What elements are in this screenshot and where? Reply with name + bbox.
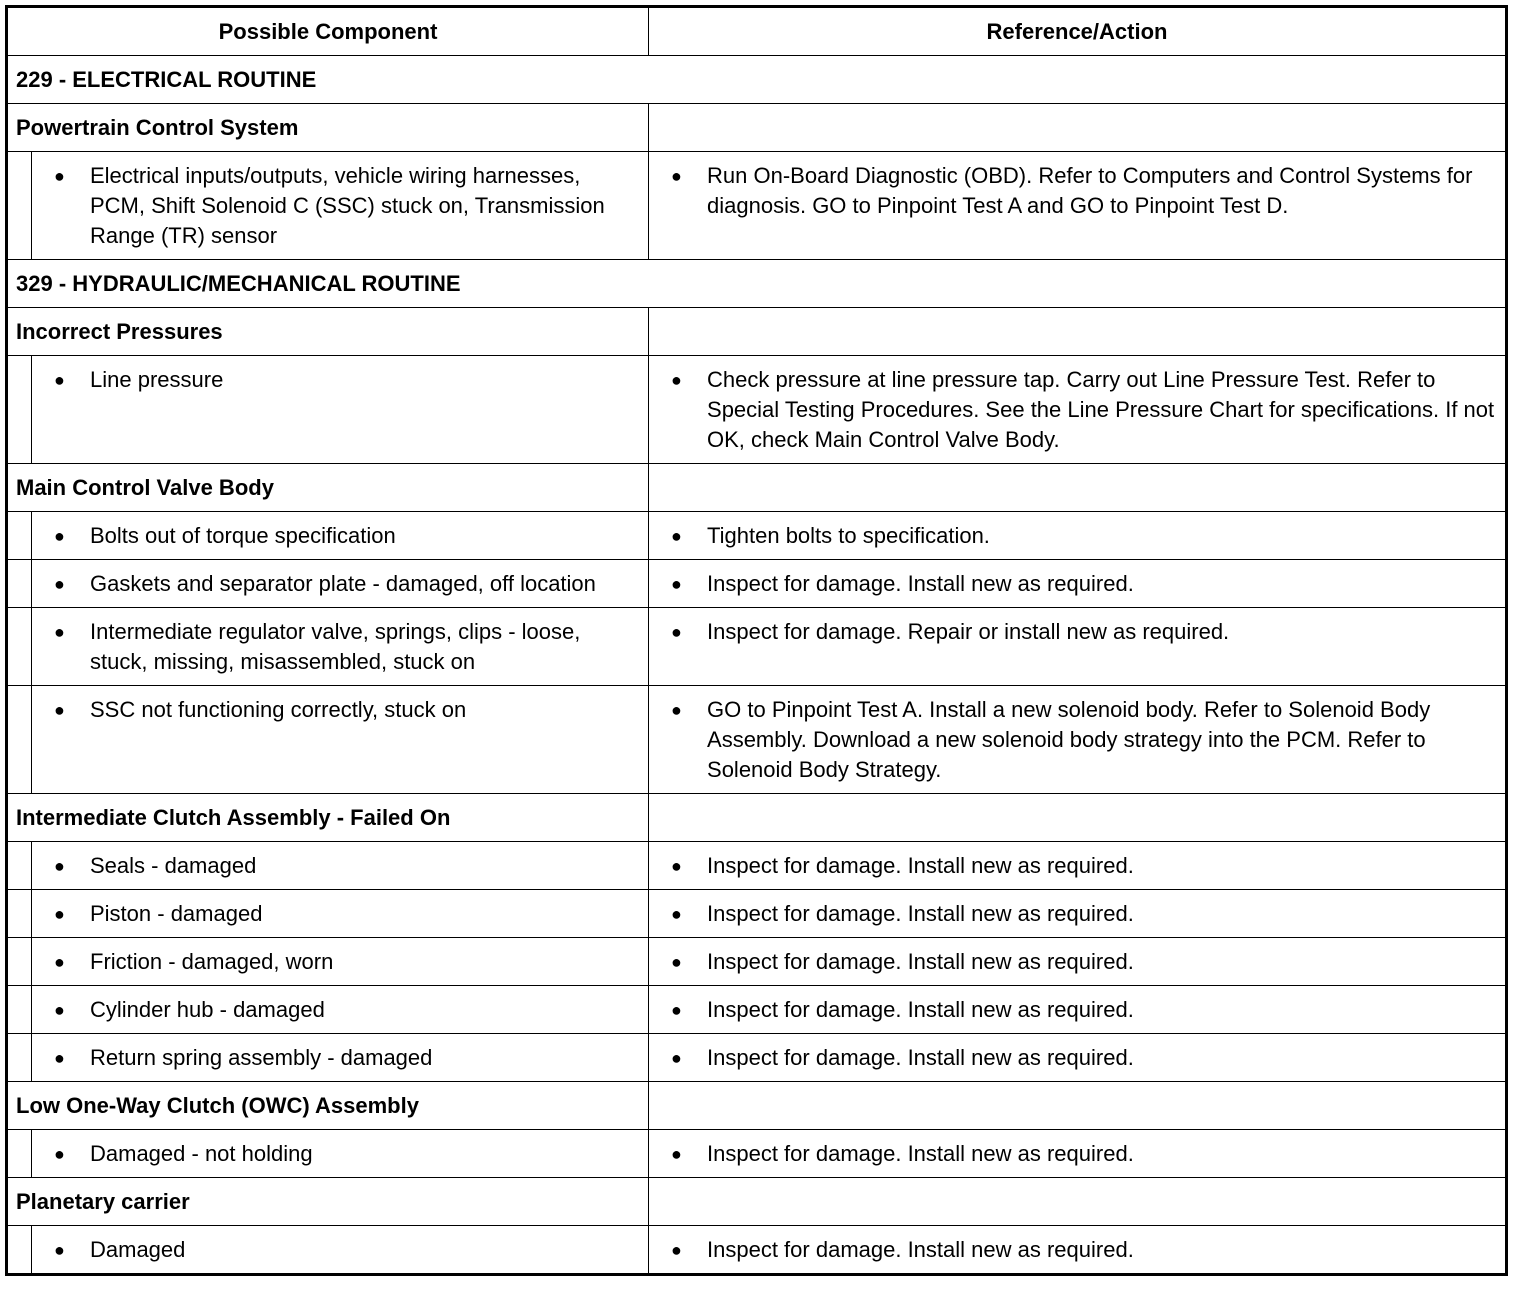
action-cell — [649, 686, 1507, 794]
table-row — [7, 608, 1507, 686]
bullet-icon: ● — [54, 574, 65, 594]
indent-cell — [7, 986, 32, 1034]
section-row — [7, 260, 1507, 308]
indent-cell — [7, 842, 32, 890]
action-text: Inspect for damage. Install new as required. — [707, 1237, 1134, 1262]
bullet-icon: ● — [671, 700, 682, 720]
bullet-icon: ● — [671, 1240, 682, 1260]
component-text: Damaged — [90, 1237, 186, 1262]
action-text: Inspect for damage. Install new as required. — [707, 853, 1134, 878]
bullet-icon: ● — [54, 370, 65, 390]
component-cell — [32, 938, 649, 986]
action-cell — [649, 356, 1507, 464]
group-title: Powertrain Control System — [7, 104, 649, 152]
component-text: Line pressure — [90, 367, 224, 392]
group-title: Intermediate Clutch Assembly - Failed On — [7, 794, 649, 842]
component-text: Damaged - not holding — [90, 1141, 313, 1166]
component-text: Bolts out of torque specification — [90, 523, 396, 548]
component-text: Electrical inputs/outputs, vehicle wiring harnesses, PCM, Shift Solenoid C (SSC) stuck on, Transmission Range (TR) sensor — [90, 163, 605, 248]
component-text: Intermediate regulator valve, springs, clips - loose, stuck, missing, misassembled, stuck on — [90, 619, 581, 674]
component-cell — [32, 1226, 649, 1275]
bullet-icon: ● — [54, 1144, 65, 1164]
component-text: Cylinder hub - damaged — [90, 997, 325, 1022]
bullet-icon: ● — [671, 370, 682, 390]
table-row — [7, 890, 1507, 938]
component-text: Piston - damaged — [90, 901, 263, 926]
indent-cell — [7, 1130, 32, 1178]
action-cell — [649, 608, 1507, 686]
action-text: Tighten bolts to specification. — [707, 523, 990, 548]
component-cell — [32, 686, 649, 794]
bullet-icon: ● — [671, 904, 682, 924]
component-text: SSC not functioning correctly, stuck on — [90, 697, 467, 722]
group-action-empty — [649, 1178, 1507, 1226]
component-cell — [32, 986, 649, 1034]
table-row — [7, 560, 1507, 608]
section-title: 329 - HYDRAULIC/MECHANICAL ROUTINE — [7, 260, 1507, 308]
bullet-icon: ● — [54, 904, 65, 924]
indent-cell — [7, 1226, 32, 1275]
bullet-icon: ● — [54, 1240, 65, 1260]
group-row — [7, 104, 1507, 152]
component-text: Seals - damaged — [90, 853, 257, 878]
component-cell — [32, 608, 649, 686]
table-row — [7, 152, 1507, 260]
bullet-icon: ● — [54, 700, 65, 720]
action-text: Run On-Board Diagnostic (OBD). Refer to Computers and Control Systems for diagnosis. GO to Pinpoint Test A and GO to Pinpoint Test D. — [707, 163, 1473, 218]
action-cell — [649, 890, 1507, 938]
group-action-empty — [649, 308, 1507, 356]
bullet-icon: ● — [54, 1048, 65, 1068]
header-possible-component: Possible Component — [7, 7, 649, 56]
component-cell — [32, 890, 649, 938]
action-cell — [649, 842, 1507, 890]
action-cell — [649, 512, 1507, 560]
diagnosis-table — [5, 5, 1508, 1276]
indent-cell — [7, 686, 32, 794]
group-action-empty — [649, 464, 1507, 512]
table-row — [7, 686, 1507, 794]
indent-cell — [7, 152, 32, 260]
action-cell — [649, 1034, 1507, 1082]
table-row — [7, 1034, 1507, 1082]
indent-cell — [7, 1034, 32, 1082]
indent-cell — [7, 512, 32, 560]
bullet-icon: ● — [671, 856, 682, 876]
section-title: 229 - ELECTRICAL ROUTINE — [7, 56, 1507, 104]
action-cell — [649, 152, 1507, 260]
action-text: Check pressure at line pressure tap. Carry out Line Pressure Test. Refer to Special Testing Procedures. See the Line Pressure Chart for specifications. If not OK, check Main Control Valve Body. — [707, 367, 1495, 452]
bullet-icon: ● — [671, 166, 682, 186]
action-cell — [649, 938, 1507, 986]
component-text: Friction - damaged, worn — [90, 949, 334, 974]
component-cell — [32, 512, 649, 560]
action-text: Inspect for damage. Install new as required. — [707, 997, 1134, 1022]
bullet-icon: ● — [54, 952, 65, 972]
group-title: Incorrect Pressures — [7, 308, 649, 356]
bullet-icon: ● — [54, 526, 65, 546]
indent-cell — [7, 938, 32, 986]
group-action-empty — [649, 794, 1507, 842]
action-cell — [649, 1130, 1507, 1178]
action-cell — [649, 560, 1507, 608]
bullet-icon: ● — [671, 574, 682, 594]
component-text: Gaskets and separator plate - damaged, off location — [90, 571, 596, 596]
component-cell — [32, 842, 649, 890]
table-row — [7, 1226, 1507, 1275]
indent-cell — [7, 608, 32, 686]
component-cell — [32, 1130, 649, 1178]
action-text: Inspect for damage. Install new as required. — [707, 949, 1134, 974]
action-text: GO to Pinpoint Test A. Install a new solenoid body. Refer to Solenoid Body Assembly. Download a new solenoid body strategy into the PCM. Refer to Solenoid Body Strategy. — [707, 697, 1431, 782]
action-text: Inspect for damage. Install new as required. — [707, 1141, 1134, 1166]
group-row — [7, 794, 1507, 842]
group-title: Main Control Valve Body — [7, 464, 649, 512]
component-cell — [32, 1034, 649, 1082]
component-text: Return spring assembly - damaged — [90, 1045, 433, 1070]
action-cell — [649, 986, 1507, 1034]
header-reference-action: Reference/Action — [649, 7, 1507, 56]
action-cell — [649, 1226, 1507, 1275]
component-cell — [32, 356, 649, 464]
table-body — [7, 56, 1507, 1275]
group-row — [7, 1082, 1507, 1130]
group-title: Low One-Way Clutch (OWC) Assembly — [7, 1082, 649, 1130]
bullet-icon: ● — [54, 856, 65, 876]
action-text: Inspect for damage. Repair or install new as required. — [707, 619, 1230, 644]
indent-cell — [7, 356, 32, 464]
bullet-icon: ● — [671, 622, 682, 642]
bullet-icon: ● — [54, 1000, 65, 1020]
indent-cell — [7, 890, 32, 938]
table-row — [7, 842, 1507, 890]
indent-cell — [7, 560, 32, 608]
bullet-icon: ● — [671, 952, 682, 972]
bullet-icon: ● — [54, 622, 65, 642]
component-cell — [32, 152, 649, 260]
table-header-row — [7, 7, 1507, 56]
bullet-icon: ● — [54, 166, 65, 186]
group-action-empty — [649, 1082, 1507, 1130]
action-text: Inspect for damage. Install new as required. — [707, 901, 1134, 926]
table-row — [7, 1130, 1507, 1178]
table-row — [7, 986, 1507, 1034]
bullet-icon: ● — [671, 1000, 682, 1020]
bullet-icon: ● — [671, 1048, 682, 1068]
group-title: Planetary carrier — [7, 1178, 649, 1226]
group-row — [7, 308, 1507, 356]
action-text: Inspect for damage. Install new as required. — [707, 571, 1134, 596]
action-text: Inspect for damage. Install new as required. — [707, 1045, 1134, 1070]
group-row — [7, 1178, 1507, 1226]
bullet-icon: ● — [671, 1144, 682, 1164]
component-cell — [32, 560, 649, 608]
group-row — [7, 464, 1507, 512]
section-row — [7, 56, 1507, 104]
table-row — [7, 938, 1507, 986]
group-action-empty — [649, 104, 1507, 152]
table-row — [7, 512, 1507, 560]
bullet-icon: ● — [671, 526, 682, 546]
table-row — [7, 356, 1507, 464]
